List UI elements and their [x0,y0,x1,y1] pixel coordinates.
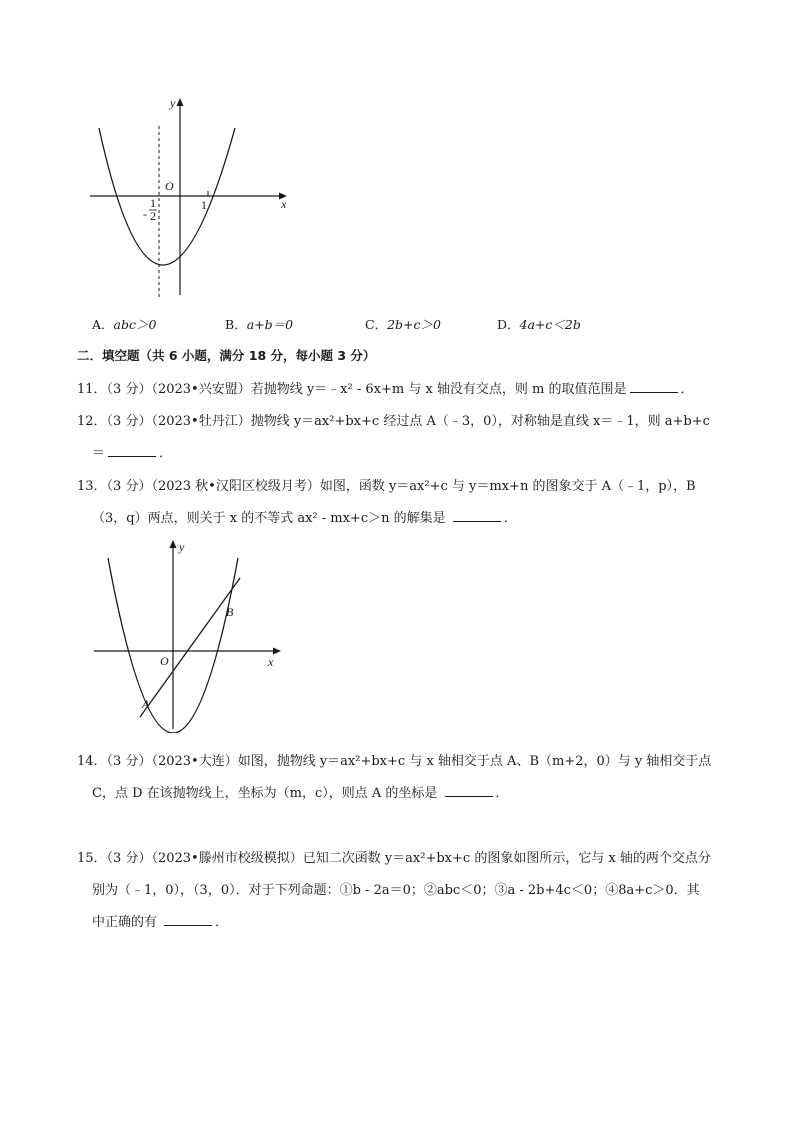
q14-answer-blank[interactable] [445,784,493,797]
q11-suffix: ． [680,382,694,397]
question-14 [77,750,711,769]
origin-label: O [160,654,169,668]
question-12 [77,410,710,429]
y-axis-arrow [170,540,177,548]
question-14-line2 [92,782,509,801]
question-15 [77,847,711,866]
q11-number: 11． [77,382,107,397]
question-15-line2: 别为（﹣1，0），（3，0）．对于下列命题：①b - 2a＝0；②abc＜0；③a - 2b+4c＜0；④8a+c＞0．其 [92,883,700,898]
q12-line1: （3 分）（2023•牡丹江）抛物线 y＝ax²+bx+c 经过点 A（﹣3，0），对称轴是直线 x＝﹣1，则 a+b+c [106,414,710,429]
option-b-text: a+b＝0 [246,317,294,332]
y-axis-label: y [179,540,185,554]
q11-answer-blank[interactable] [630,380,678,393]
q12-answer-blank[interactable] [108,444,156,457]
question-13-line2 [92,507,517,526]
q15-line1: （3 分）（2023•滕州市校级模拟）已知二次函数 y＝ax²+bx+c 的图象如图所示，它与 x 轴的两个交点分 [106,851,711,866]
option-d-letter: D． [497,317,520,332]
option-c-text: 2b+c＞0 [387,317,441,332]
section-title: 二．填空题（共 6 小题，满分 18 分，每小题 3 分） [77,348,376,363]
option-b[interactable] [225,315,293,333]
q15-line3-suffix: ． [215,915,229,930]
option-d-text: 4a+c＜2b [519,317,581,332]
option-a-text: abc＞0 [113,317,157,332]
q12-line2-prefix: ＝ [92,446,106,461]
figure-parabola-line [88,533,288,733]
q13-number: 13． [77,479,107,494]
option-d[interactable] [497,315,581,333]
y-axis-arrow [177,98,184,106]
tick-half-denominator: 2 [150,209,156,223]
figure-parabola-1 [80,90,300,305]
q10-options [92,315,712,333]
option-c-letter: C． [365,317,388,332]
q14-number: 14． [77,754,107,769]
x-axis-label: x [268,655,274,669]
x-axis-arrow [273,648,281,655]
question-11 [77,378,694,397]
q13-answer-blank[interactable] [453,509,501,522]
question-12-line2 [92,442,172,461]
q13-line2-suffix: ． [503,511,517,526]
x-axis-label: x [281,197,287,211]
point-a-label: A [142,697,150,711]
y-axis-label: y [170,96,176,110]
q15-line3-prefix: 中正确的有 [92,915,162,930]
tick-one-label: 1 [201,198,207,212]
q14-line2-suffix: ． [495,786,509,801]
q13-line1: （3 分）（2023 秋•汉阳区校级月考）如图，函数 y＝ax²+c 与 y＝mx+n 的图象交于 A（﹣1，p），B [106,479,696,494]
q14-line1: （3 分）（2023•大连）如图，抛物线 y＝ax²+bx+c 与 x 轴相交于点 A、B（m+2，0）与 y 轴相交于点 [106,754,712,769]
q13-line2-prefix: （3，q）两点，则关于 x 的不等式 ax² - mx+c＞n 的解集是 [92,511,450,526]
q11-text: （3 分）（2023•兴安盟）若抛物线 y＝﹣x² - 6x+m 与 x 轴没有交点，则 m 的取值范围是 [106,382,627,397]
q12-line2-suffix: ． [159,446,173,461]
option-b-letter: B． [225,317,247,332]
question-13 [77,475,696,494]
tick-half-minus: - [143,207,147,221]
question-15-line3 [92,911,228,930]
tick-half-numerator: 1 [150,196,156,210]
q15-number: 15． [77,851,107,866]
q14-line2-prefix: C，点 D 在该抛物线上，坐标为（m，c），则点 A 的坐标是 [92,786,442,801]
option-a[interactable] [92,315,156,333]
origin-label: O [165,179,174,193]
q15-answer-blank[interactable] [164,913,212,926]
straight-line [140,578,240,717]
option-c[interactable] [365,315,441,333]
option-a-letter: A． [92,317,114,332]
point-b-label: B [226,605,234,619]
q12-number: 12． [77,414,107,429]
